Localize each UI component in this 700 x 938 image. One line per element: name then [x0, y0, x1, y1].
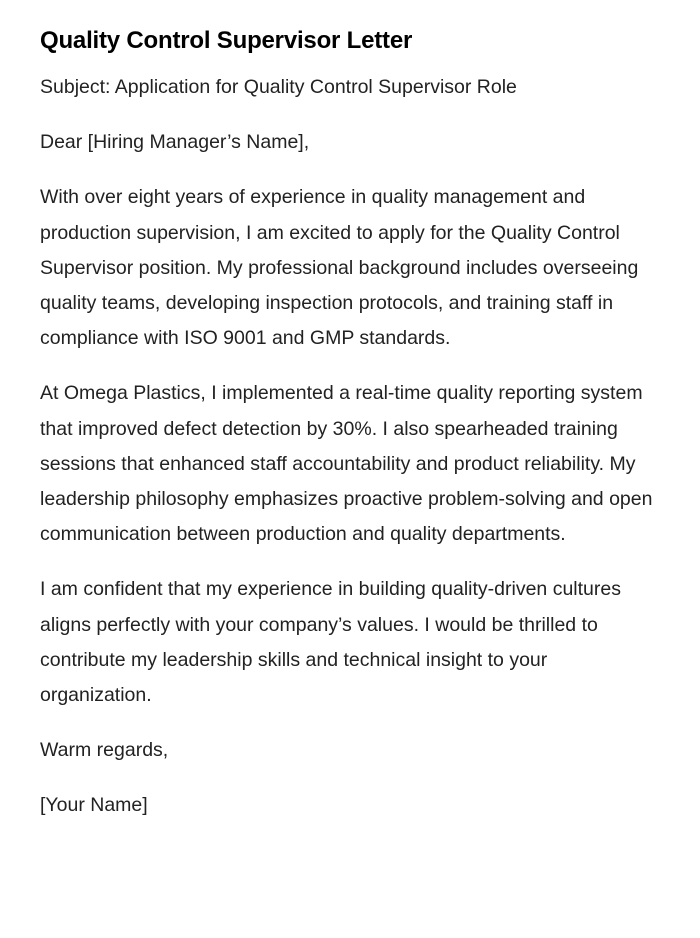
letter-title: Quality Control Supervisor Letter — [40, 27, 413, 54]
letter-signature: [Your Name] — [40, 794, 148, 817]
letter-subject: Subject: Application for Quality Control Supervisor Role — [40, 76, 517, 98]
letter-salutation: Dear [Hiring Manager’s Name], — [40, 131, 310, 154]
letter-closing: Warm regards, — [40, 739, 169, 762]
body-paragraph-3: I am confident that my experience in building quality-driven cultures aligns perfectly with your company’s values. I would be thrilled to contribute my leadership skills and technical insight to your organization. — [40, 578, 621, 707]
body-paragraph-1: With over eight years of experience in quality management and production supervision, I am excited to apply for the Quality Control Supervisor position. My professional background includes overseeing quality teams, developing inspection protocols, and training staff in compliance with ISO 9001 and GMP standards. — [40, 186, 639, 350]
body-paragraph-2: At Omega Plastics, I implemented a real-time quality reporting system that improved defect detection by 30%. I also spearheaded training sessions that enhanced staff accountability and product reliability. My leadership philosophy emphasizes proactive problem-solving and open communication between production and quality departments. — [40, 382, 653, 546]
